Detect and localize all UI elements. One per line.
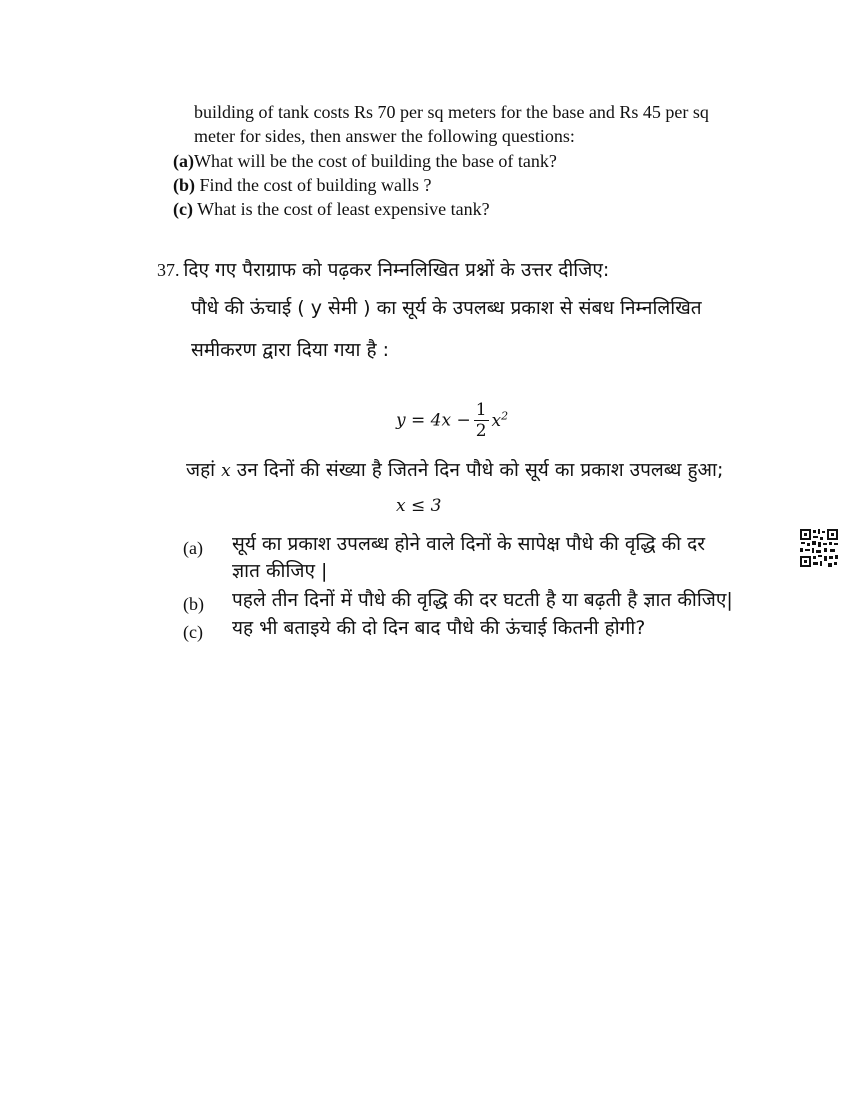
equation (396, 400, 508, 441)
where-text: उन दिनों की संख्या है जितने दिन पौधे को सूर्य का प्रकाश उपलब्ध हुआ; (230, 459, 724, 481)
question-37-para-line-1: पौधे की ऊंचाई ( y सेमी ) का सूर्य के उपलब्ध प्रकाश से संबध निम्नलिखित (191, 297, 702, 319)
item-b-label: (b) (183, 594, 204, 614)
item-c-line-1: यह भी बताइये की दो दिन बाद पौधे की ऊंचाई कितनी होगी? (232, 617, 646, 639)
item-text: What will be the cost of building the base of tank? (194, 151, 557, 171)
item-a-label: (a) (183, 538, 203, 558)
question-number: 37. (157, 260, 180, 280)
where-prefix: जहां (186, 459, 216, 481)
equation-variable: x (491, 411, 502, 432)
prev-question-item-a (173, 149, 557, 173)
where-line (186, 457, 723, 484)
item-label: (b) (173, 175, 195, 195)
item-b-line-1: पहले तीन दिनों में पौधे की वृद्धि की दर घटती है या बढ़ती है ज्ञात कीजिए| (232, 589, 733, 611)
item-text: What is the cost of least expensive tank? (192, 199, 490, 219)
item-label: (c) (173, 199, 193, 219)
item-text: Find the cost of building walls ? (195, 175, 432, 195)
prev-question-item-c (173, 197, 490, 221)
where-variable: x (221, 461, 231, 481)
equation-exponent: 2 (501, 409, 509, 423)
equation-fraction (474, 400, 489, 441)
fraction-denominator: 2 (475, 421, 487, 441)
item-label: (a) (173, 151, 194, 171)
prev-question-line-1: building of tank costs Rs 70 per sq meters for the base and Rs 45 per sq (194, 102, 709, 122)
equation-lhs: y = 4x − (396, 410, 471, 431)
prev-question-line-2: meter for sides, then answer the following questions: (194, 126, 575, 146)
fraction-numerator: 1 (475, 400, 487, 420)
constraint: x ≤ 3 (396, 496, 442, 516)
question-37-heading (157, 257, 609, 283)
item-a-line-2: ज्ञात कीजिए | (232, 560, 328, 582)
item-c-label: (c) (183, 622, 203, 642)
qr-code-icon (799, 528, 839, 568)
item-a-line-1: सूर्य का प्रकाश उपलब्ध होने वाले दिनों के सापेक्ष पौधे की वृद्धि की दर (232, 533, 705, 555)
question-heading-text: दिए गए पैराग्राफ को पढ़कर निम्नलिखित प्रश्नों के उत्तर दीजिए: (183, 259, 610, 281)
question-37-para-line-2: समीकरण द्वारा दिया गया है : (191, 339, 390, 361)
prev-question-item-b (173, 173, 431, 197)
